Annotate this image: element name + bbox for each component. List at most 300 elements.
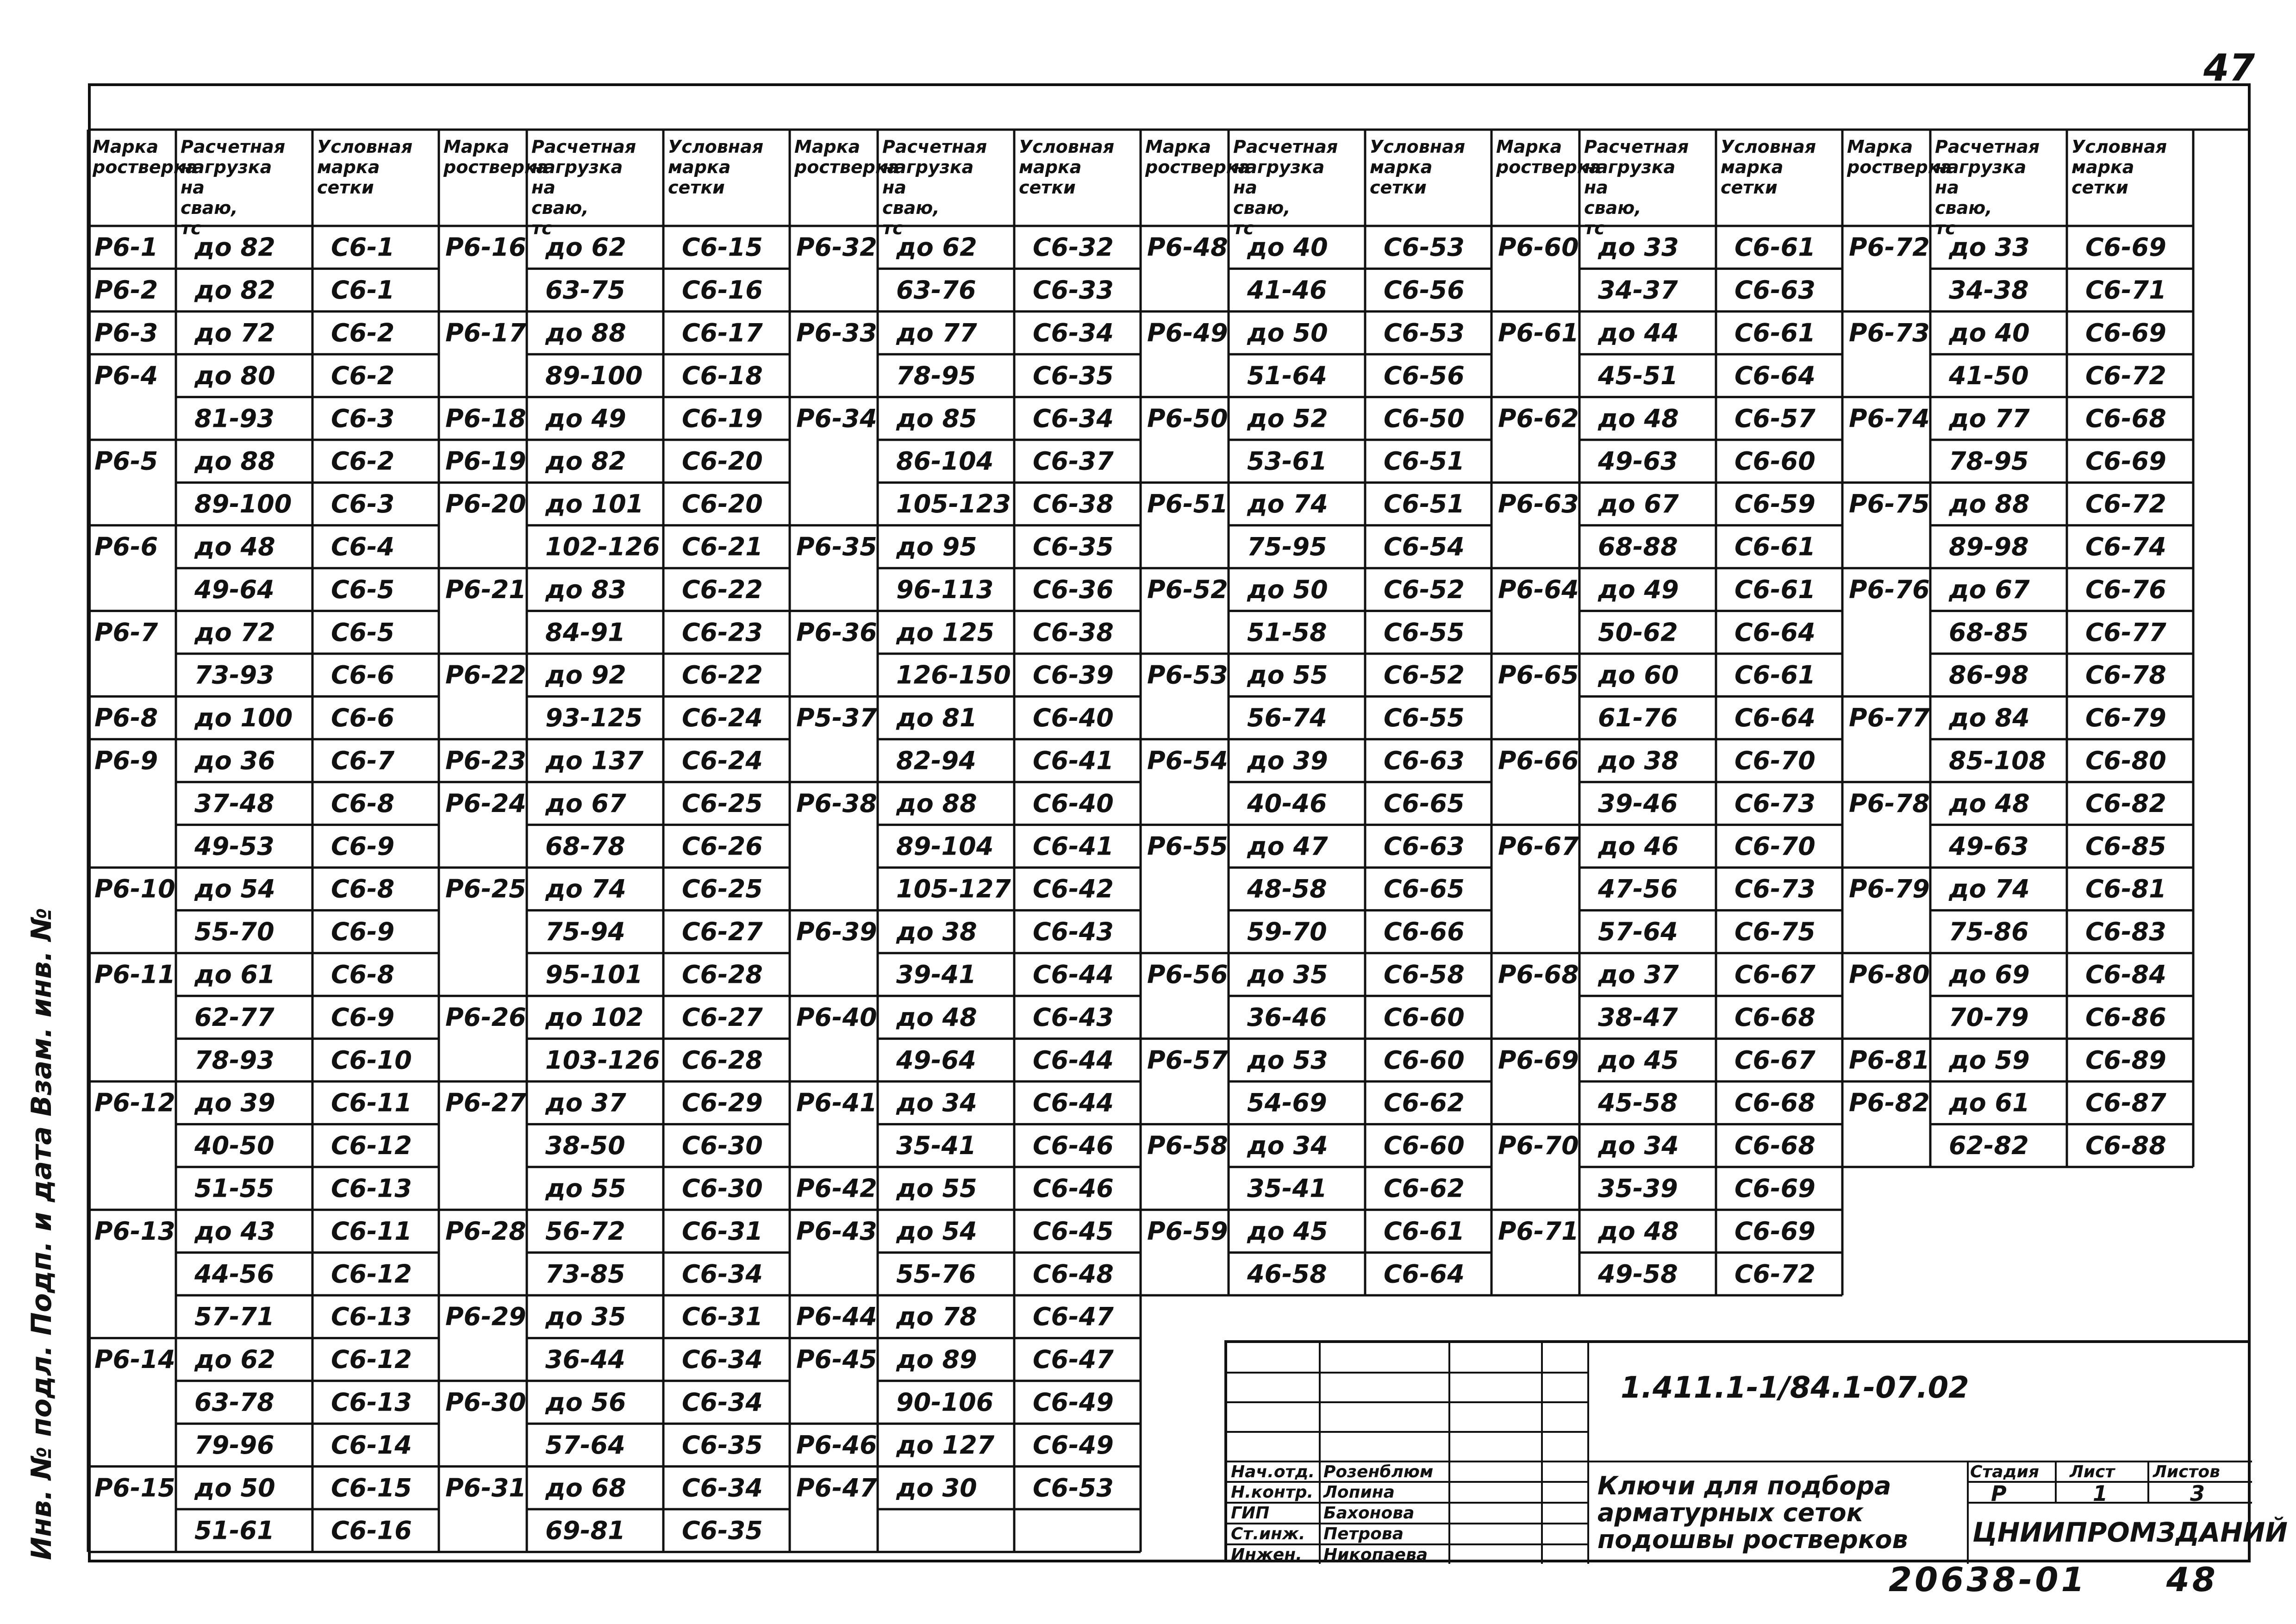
mesh-mark: С6-50 (1384, 404, 1465, 433)
pile-cap-mark: Р6-43 (796, 1216, 877, 1246)
design-load: 39-46 (1598, 788, 1678, 818)
mesh-mark: С6-56 (1384, 275, 1465, 305)
header-text: ростверка (1847, 157, 1952, 177)
mesh-mark: С6-11 (331, 1088, 412, 1118)
pile-cap-mark: Р6-3 (94, 318, 158, 348)
design-load: 73-85 (545, 1259, 625, 1289)
mesh-mark: С6-55 (1384, 618, 1465, 647)
header-text: тс (1584, 218, 1605, 238)
design-load: до 52 (1247, 404, 1328, 433)
header-text: на (1233, 177, 1257, 198)
header-text: сетки (668, 177, 725, 198)
header-text: Условная (668, 137, 764, 157)
mesh-mark: С6-81 (2085, 874, 2166, 904)
pile-cap-mark: Р6-11 (94, 960, 175, 989)
design-load: до 50 (1247, 575, 1328, 604)
mesh-mark: С6-35 (1033, 532, 1114, 562)
mesh-mark: С6-2 (331, 446, 395, 476)
design-load: 57-64 (545, 1430, 625, 1460)
design-load: 54-69 (1247, 1088, 1327, 1118)
mesh-mark: С6-3 (331, 404, 395, 433)
design-load: до 33 (1598, 232, 1679, 262)
pile-cap-mark: Р6-14 (94, 1345, 175, 1374)
signature-role: Инжен. (1231, 1545, 1302, 1564)
header-text: марка (2071, 157, 2134, 177)
mesh-mark: С6-63 (1384, 746, 1465, 775)
header-text: ростверка (1496, 157, 1601, 177)
mesh-mark: С6-46 (1033, 1131, 1114, 1161)
design-load: до 49 (1598, 575, 1679, 604)
design-load: до 55 (896, 1174, 977, 1203)
pile-cap-mark: Р6-77 (1849, 703, 1930, 733)
pile-cap-mark: Р6-20 (445, 489, 526, 519)
mesh-mark: С6-43 (1033, 917, 1114, 947)
design-load: 51-64 (1247, 361, 1327, 390)
mesh-mark: С6-25 (682, 874, 763, 904)
design-load: до 47 (1247, 831, 1328, 861)
mesh-mark: С6-48 (1033, 1259, 1114, 1289)
header-text: Условная (1721, 137, 1816, 157)
mesh-mark: С6-69 (2085, 232, 2166, 262)
design-load: 105-123 (896, 489, 1011, 519)
mesh-mark: С6-65 (1384, 874, 1465, 904)
mesh-mark: С6-72 (1734, 1259, 1816, 1289)
design-load: до 53 (1247, 1045, 1328, 1075)
header-text: сетки (1721, 177, 1778, 198)
design-load: до 74 (1949, 874, 2030, 904)
mesh-mark: С6-15 (331, 1473, 412, 1503)
mesh-mark: С6-61 (1734, 318, 1816, 348)
mesh-mark: С6-9 (331, 831, 395, 861)
mesh-mark: С6-49 (1033, 1387, 1114, 1417)
pile-cap-mark: Р6-27 (445, 1088, 526, 1118)
sheets-label: Листов (2153, 1462, 2220, 1481)
mesh-mark: С6-7 (331, 746, 395, 775)
design-load: до 45 (1247, 1216, 1328, 1246)
signature-name: Петрова (1323, 1524, 1404, 1543)
pile-cap-mark: Р6-38 (796, 788, 877, 818)
header-text: Условная (1370, 137, 1466, 157)
mesh-mark: С6-8 (331, 960, 395, 989)
design-load: 68-85 (1949, 618, 2029, 647)
design-load: до 95 (896, 532, 977, 562)
design-load: до 72 (194, 618, 275, 647)
header-text: тс (882, 218, 903, 238)
mesh-mark: С6-22 (682, 575, 763, 604)
header-text: Условная (2071, 137, 2167, 157)
mesh-mark: С6-41 (1033, 831, 1114, 861)
design-load: 49-64 (896, 1045, 976, 1075)
mesh-mark: С6-86 (2085, 1002, 2166, 1032)
design-load: 103-126 (545, 1045, 660, 1075)
design-load: до 62 (194, 1345, 275, 1374)
mesh-mark: С6-84 (2085, 960, 2166, 989)
header-text: тс (1233, 218, 1254, 238)
header-text: марка (1721, 157, 1784, 177)
pile-cap-mark: Р6-51 (1147, 489, 1228, 519)
signature-name: Лопина (1323, 1483, 1395, 1502)
design-load: 41-50 (1949, 361, 2029, 390)
mesh-mark: С6-63 (1734, 275, 1816, 305)
design-load: 84-91 (545, 618, 625, 647)
header-text: на (1584, 177, 1608, 198)
header-text: Расчетная (1233, 137, 1338, 157)
design-load: 56-72 (545, 1216, 625, 1246)
pile-cap-mark: Р6-73 (1849, 318, 1930, 348)
design-load: до 74 (545, 874, 626, 904)
mesh-mark: С6-70 (1734, 746, 1816, 775)
mesh-mark: С6-40 (1033, 703, 1114, 733)
design-load: 82-94 (896, 746, 976, 775)
design-load: до 60 (1598, 660, 1679, 690)
pile-cap-mark: Р6-57 (1147, 1045, 1228, 1075)
mesh-mark: С6-56 (1384, 361, 1465, 390)
design-load: 39-41 (896, 960, 976, 989)
mesh-mark: С6-9 (331, 1002, 395, 1032)
pile-cap-mark: Р6-16 (445, 232, 526, 262)
mesh-mark: С6-31 (682, 1302, 763, 1331)
mesh-mark: С6-24 (682, 746, 763, 775)
mesh-mark: С6-10 (331, 1045, 412, 1075)
design-load: до 40 (1949, 318, 2030, 348)
pile-cap-mark: Р6-35 (796, 532, 877, 562)
design-load: до 61 (1949, 1088, 2030, 1118)
design-load: 40-46 (1247, 788, 1327, 818)
design-load: до 38 (896, 917, 977, 947)
pile-cap-mark: Р6-52 (1147, 575, 1228, 604)
mesh-mark: С6-77 (2085, 618, 2166, 647)
pile-cap-mark: Р6-8 (94, 703, 158, 733)
header-text: ростверка (93, 157, 198, 177)
header-text: тс (1935, 218, 1956, 238)
pile-cap-mark: Р6-1 (94, 232, 158, 262)
design-load: до 101 (545, 489, 644, 519)
mesh-mark: С6-62 (1384, 1174, 1465, 1203)
header-text: Марка (443, 137, 510, 157)
mesh-mark: С6-6 (331, 703, 395, 733)
header-text: Марка (1145, 137, 1211, 157)
design-load: до 67 (545, 788, 626, 818)
design-load: 34-37 (1598, 275, 1678, 305)
design-load: до 85 (896, 404, 977, 433)
header-text: на (1935, 177, 1959, 198)
header-text: Марка (1847, 137, 1913, 157)
pile-cap-mark: Р6-74 (1849, 404, 1930, 433)
design-load: до 50 (194, 1473, 275, 1503)
mesh-mark: С6-53 (1384, 232, 1465, 262)
design-load: 45-51 (1598, 361, 1678, 390)
mesh-mark: С6-52 (1384, 660, 1465, 690)
pile-cap-mark: Р6-23 (445, 746, 526, 775)
pile-cap-mark: Р5-37 (796, 703, 877, 733)
design-load: до 102 (545, 1002, 644, 1032)
design-load: до 82 (545, 446, 626, 476)
mesh-mark: С6-25 (682, 788, 763, 818)
header-text: сваю, (1584, 198, 1641, 218)
design-load: до 88 (1949, 489, 2030, 519)
mesh-mark: С6-34 (682, 1345, 763, 1374)
mesh-mark: С6-78 (2085, 660, 2166, 690)
pile-cap-mark: Р6-15 (94, 1473, 175, 1503)
header-text: Условная (317, 137, 413, 157)
mesh-mark: С6-51 (1384, 446, 1465, 476)
mesh-mark: С6-53 (1033, 1473, 1114, 1503)
design-load: до 48 (194, 532, 275, 562)
design-load: 59-70 (1247, 917, 1327, 947)
design-load: 69-81 (545, 1516, 625, 1545)
signature-name: Никопаева (1323, 1545, 1428, 1564)
mesh-mark: С6-34 (1033, 404, 1114, 433)
pile-cap-mark: Р6-29 (445, 1302, 526, 1331)
pile-cap-mark: Р6-61 (1498, 318, 1579, 348)
design-load: 75-95 (1247, 532, 1327, 562)
mesh-mark: С6-3 (331, 489, 395, 519)
header-text: марка (668, 157, 731, 177)
mesh-mark: С6-5 (331, 618, 395, 647)
mesh-mark: С6-61 (1734, 232, 1816, 262)
design-load: до 72 (194, 318, 275, 348)
mesh-mark: С6-75 (1734, 917, 1816, 947)
mesh-mark: С6-30 (682, 1174, 763, 1203)
mesh-mark: С6-6 (331, 660, 395, 690)
pile-cap-mark: Р6-47 (796, 1473, 877, 1503)
design-load: 68-78 (545, 831, 625, 861)
pile-cap-mark: Р6-48 (1147, 232, 1228, 262)
design-load: до 38 (1598, 746, 1679, 775)
mesh-mark: С6-72 (2085, 489, 2166, 519)
pile-cap-mark: Р6-9 (94, 746, 158, 775)
design-load: до 44 (1598, 318, 1679, 348)
mesh-mark: С6-40 (1033, 788, 1114, 818)
mesh-mark: С6-54 (1384, 532, 1465, 562)
mesh-mark: С6-12 (331, 1259, 412, 1289)
pile-cap-mark: Р6-72 (1849, 232, 1930, 262)
mesh-mark: С6-16 (331, 1516, 412, 1545)
design-load: до 48 (1598, 1216, 1679, 1246)
pile-cap-mark: Р6-70 (1498, 1131, 1579, 1161)
mesh-mark: С6-4 (331, 532, 395, 562)
mesh-mark: С6-67 (1734, 1045, 1816, 1075)
mesh-mark: С6-31 (682, 1216, 763, 1246)
mesh-mark: С6-52 (1384, 575, 1465, 604)
pile-cap-mark: Р6-66 (1498, 746, 1579, 775)
pile-cap-mark: Р6-7 (94, 618, 158, 647)
mesh-mark: С6-69 (1734, 1216, 1816, 1246)
document-designation: 1.411.1-1/84.1-07.02 (1621, 1371, 1969, 1405)
pile-cap-mark: Р6-45 (796, 1345, 877, 1374)
mesh-mark: С6-80 (2085, 746, 2166, 775)
design-load: 89-100 (194, 489, 292, 519)
design-load: 78-93 (194, 1045, 275, 1075)
pile-cap-mark: Р6-60 (1498, 232, 1579, 262)
pile-cap-mark: Р6-76 (1849, 575, 1930, 604)
mesh-mark: С6-39 (1033, 660, 1114, 690)
mesh-mark: С6-88 (2085, 1131, 2166, 1161)
mesh-mark: С6-12 (331, 1131, 412, 1161)
mesh-mark: С6-2 (331, 318, 395, 348)
pile-cap-mark: Р6-78 (1849, 788, 1930, 818)
pile-cap-mark: Р6-63 (1498, 489, 1579, 519)
design-load: 61-76 (1598, 703, 1678, 733)
design-load: 36-46 (1247, 1002, 1327, 1032)
mesh-mark: С6-73 (1734, 874, 1816, 904)
design-load: до 68 (545, 1473, 626, 1503)
design-load: до 46 (1598, 831, 1679, 861)
signature-role: Нач.отд. (1231, 1462, 1315, 1481)
pile-cap-mark: Р6-12 (94, 1088, 175, 1118)
pile-cap-mark: Р6-33 (796, 318, 877, 348)
pile-cap-mark: Р6-30 (445, 1387, 526, 1417)
design-load: 78-95 (1949, 446, 2029, 476)
pile-cap-mark: Р6-62 (1498, 404, 1579, 433)
design-load: до 69 (1949, 960, 2030, 989)
header-text: Расчетная (1935, 137, 2040, 157)
mesh-mark: С6-15 (682, 232, 763, 262)
header-text: Расчетная (181, 137, 286, 157)
mesh-mark: С6-82 (2085, 788, 2166, 818)
design-load: до 82 (194, 275, 275, 305)
header-text: нагрузка (1935, 157, 2027, 177)
design-load: 44-56 (194, 1259, 275, 1289)
pile-cap-mark: Р6-6 (94, 532, 158, 562)
design-load: 49-64 (194, 575, 275, 604)
mesh-mark: С6-61 (1734, 532, 1816, 562)
design-load: до 74 (1247, 489, 1328, 519)
design-load: 73-93 (194, 660, 275, 690)
mesh-mark: С6-34 (1033, 318, 1114, 348)
mesh-mark: С6-33 (1033, 275, 1114, 305)
pile-cap-mark: Р6-10 (94, 874, 175, 904)
header-text: Условная (1019, 137, 1115, 157)
design-load: 90-106 (896, 1387, 994, 1417)
design-load: до 49 (545, 404, 626, 433)
design-load: 40-50 (194, 1131, 275, 1161)
mesh-mark: С6-28 (682, 960, 763, 989)
pile-cap-mark: Р6-24 (445, 788, 526, 818)
design-load: 70-79 (1949, 1002, 2029, 1032)
mesh-mark: С6-34 (682, 1387, 763, 1417)
design-load: 50-62 (1598, 618, 1678, 647)
mesh-mark: С6-43 (1033, 1002, 1114, 1032)
design-load: до 88 (896, 788, 977, 818)
design-load: 79-96 (194, 1430, 275, 1460)
design-load: до 81 (896, 703, 977, 733)
mesh-mark: С6-63 (1384, 831, 1465, 861)
header-text: Расчетная (531, 137, 636, 157)
pile-cap-mark: Р6-59 (1147, 1216, 1228, 1246)
design-load: до 48 (1598, 404, 1679, 433)
pile-cap-mark: Р6-68 (1498, 960, 1579, 989)
header-text: сваю, (531, 198, 589, 218)
mesh-mark: С6-8 (331, 874, 395, 904)
design-load: до 127 (896, 1430, 995, 1460)
pile-cap-mark: Р6-22 (445, 660, 526, 690)
design-load: 55-70 (194, 917, 275, 947)
mesh-mark: С6-34 (682, 1473, 763, 1503)
design-load: 63-75 (545, 275, 625, 305)
mesh-mark: С6-61 (1734, 660, 1816, 690)
pile-cap-mark: Р6-75 (1849, 489, 1930, 519)
mesh-mark: С6-69 (1734, 1174, 1816, 1203)
mesh-mark: С6-64 (1384, 1259, 1465, 1289)
sheet-label: Лист (2070, 1462, 2115, 1481)
design-load: 51-61 (194, 1516, 275, 1545)
design-load: 68-88 (1598, 532, 1678, 562)
design-load: 89-104 (896, 831, 994, 861)
design-load: до 84 (1949, 703, 2030, 733)
design-load: до 36 (194, 746, 275, 775)
header-text: сваю, (181, 198, 238, 218)
design-load: 37-48 (194, 788, 275, 818)
header-text: нагрузка (1233, 157, 1325, 177)
design-load: 34-38 (1949, 275, 2029, 305)
design-load: 89-98 (1949, 532, 2029, 562)
design-load: 62-82 (1949, 1131, 2029, 1161)
header-text: нагрузка (181, 157, 272, 177)
pile-cap-mark: Р6-19 (445, 446, 526, 476)
mesh-mark: С6-65 (1384, 788, 1465, 818)
design-load: 95-101 (545, 960, 643, 989)
pile-cap-mark: Р6-40 (796, 1002, 877, 1032)
signature-role: Ст.инж. (1231, 1524, 1305, 1543)
mesh-mark: С6-42 (1033, 874, 1114, 904)
design-load: 35-39 (1598, 1174, 1678, 1203)
design-load: до 88 (194, 446, 275, 476)
mesh-mark: С6-44 (1033, 1045, 1114, 1075)
design-load: до 40 (1247, 232, 1328, 262)
header-text: на (531, 177, 555, 198)
design-load: 38-47 (1598, 1002, 1678, 1032)
design-load: 78-95 (896, 361, 976, 390)
mesh-mark: С6-23 (682, 618, 763, 647)
mesh-mark: С6-68 (2085, 404, 2166, 433)
pile-cap-mark: Р6-32 (796, 232, 877, 262)
document-title: Ключи для подбора арматурных сеток подошвы ростверков (1597, 1471, 1908, 1554)
header-text: марка (317, 157, 380, 177)
header-text: ростверка (443, 157, 549, 177)
mesh-mark: С6-8 (331, 788, 395, 818)
pile-cap-mark: Р6-49 (1147, 318, 1228, 348)
header-text: Расчетная (1584, 137, 1689, 157)
mesh-mark: С6-87 (2085, 1088, 2166, 1118)
header-text: нагрузка (531, 157, 623, 177)
mesh-mark: С6-62 (1384, 1088, 1465, 1118)
pile-cap-mark: Р6-44 (796, 1302, 877, 1331)
pile-cap-mark: Р6-80 (1849, 960, 1930, 989)
header-text: ростверка (794, 157, 899, 177)
design-load: 86-98 (1949, 660, 2029, 690)
mesh-mark: С6-55 (1384, 703, 1465, 733)
mesh-mark: С6-69 (2085, 446, 2166, 476)
header-text: сваю, (1935, 198, 1992, 218)
design-load: до 34 (896, 1088, 977, 1118)
design-load: до 48 (1949, 788, 2030, 818)
design-load: 75-86 (1949, 917, 2029, 947)
pile-cap-mark: Р6-31 (445, 1473, 526, 1503)
mesh-mark: С6-68 (1734, 1088, 1816, 1118)
design-load: 47-56 (1598, 874, 1678, 904)
title-block (1224, 1340, 2288, 1564)
header-text: Марка (1496, 137, 1562, 157)
design-load: до 59 (1949, 1045, 2030, 1075)
design-load: до 37 (1598, 960, 1679, 989)
design-load: до 67 (1949, 575, 2030, 604)
mesh-mark: С6-21 (682, 532, 763, 562)
design-load: 49-63 (1949, 831, 2029, 861)
design-load: до 39 (1247, 746, 1328, 775)
design-load: 51-58 (1247, 618, 1327, 647)
pile-cap-mark: Р6-82 (1849, 1088, 1930, 1118)
